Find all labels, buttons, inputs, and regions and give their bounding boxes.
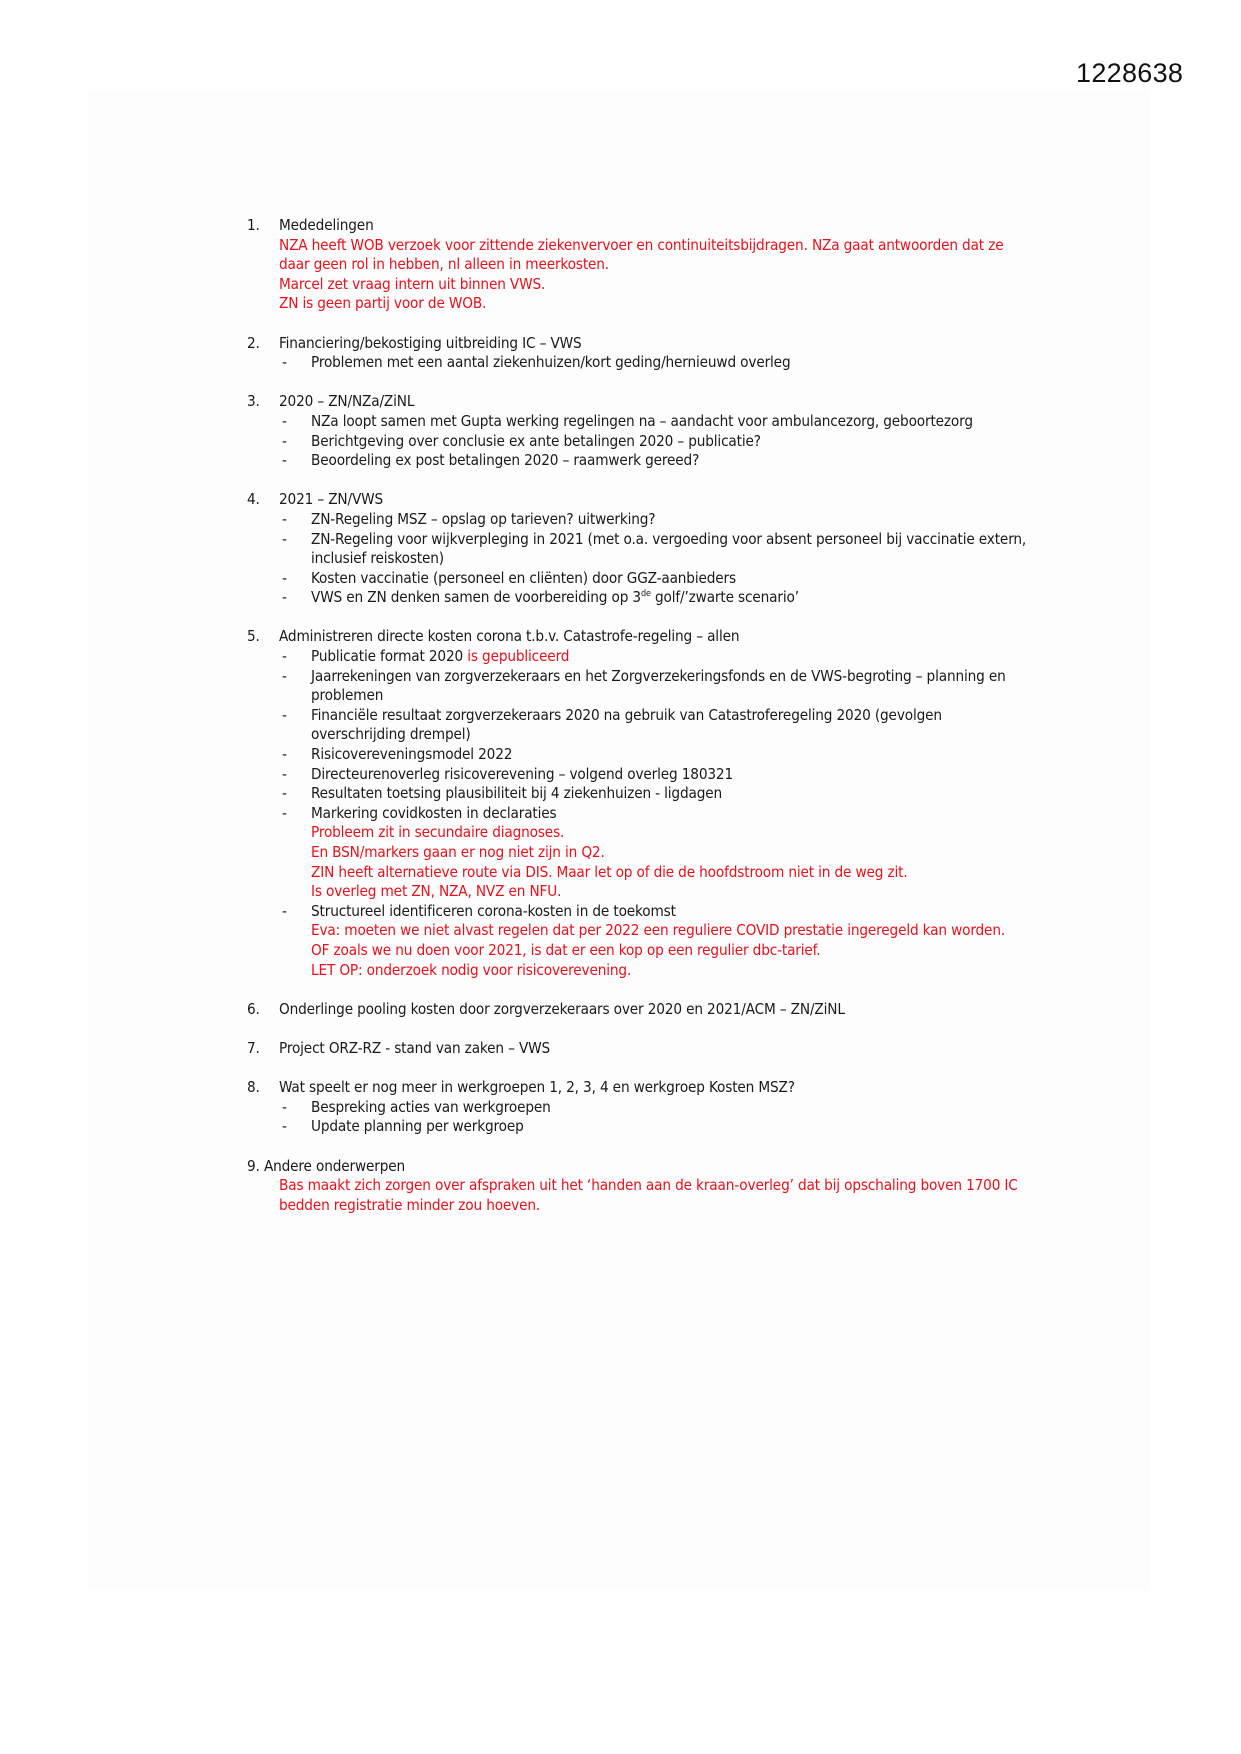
- sub-item-text: Markering covidkosten in declaraties: [311, 803, 557, 822]
- ordinal-superscript: de: [640, 589, 651, 600]
- bullet-dash-icon: -: [282, 647, 287, 666]
- sub-item-text: ZN-Regeling MSZ – opslag op tarieven? uitwerking?: [311, 509, 656, 528]
- sub-item: [279, 667, 1037, 706]
- sub-item-text: Directeurenoverleg risicoverevening – volgend overleg 180321: [311, 764, 733, 783]
- sub-item-text: Bespreking acties van werkgroepen: [311, 1097, 551, 1116]
- annotation-note: LET OP: onderzoek nodig voor risicoverevening.: [311, 960, 632, 979]
- sub-item: [279, 647, 1037, 667]
- bullet-dash-icon: -: [282, 784, 287, 803]
- annotation-note: NZA heeft WOB verzoek voor zittende ziekenvervoer en continuiteitsbijdragen. NZa gaat antwoorden dat ze daar geen rol in hebben, nl alleen in meerkosten.: [279, 235, 1004, 274]
- agenda-item-2: [247, 334, 1037, 373]
- sub-item: [279, 804, 1037, 902]
- sub-item-text: Financiële resultaat zorgverzekeraars 2020 na gebruik van Catastroferegeling 2020 (gevolgen overschrijding drempel): [311, 705, 942, 744]
- agenda-item-5: [247, 627, 1037, 980]
- agenda-number: 8.: [247, 1078, 260, 1097]
- sub-item-text: Jaarrekeningen van zorgverzekeraars en het Zorgverzekeringsfonds en de VWS-begroting – planning en problemen: [311, 666, 1006, 705]
- bullet-dash-icon: -: [282, 451, 287, 470]
- bullet-dash-icon: -: [282, 1117, 287, 1136]
- agenda-title: Mededelingen: [279, 216, 374, 234]
- agenda-item-9: [247, 1157, 1037, 1216]
- annotation-note: ZN is geen partij voor de WOB.: [279, 294, 487, 313]
- agenda-title: 2020 – ZN/NZa/ZiNL: [279, 392, 415, 411]
- sub-item: [279, 706, 1037, 745]
- sub-item: [279, 745, 1037, 765]
- agenda-number: 3.: [247, 392, 260, 411]
- agenda-title: 2021 – ZN/VWS: [279, 490, 384, 509]
- agenda-number: 5.: [247, 627, 260, 646]
- agenda-number: 1.: [247, 216, 260, 234]
- bullet-dash-icon: -: [282, 803, 287, 822]
- bullet-dash-icon: -: [282, 568, 287, 587]
- agenda-number: 4.: [247, 490, 260, 509]
- sub-item-text: Problemen met een aantal ziekenhuizen/kort geding/hernieuwd overleg: [311, 353, 791, 372]
- bullet-dash-icon: -: [282, 666, 287, 685]
- agenda-item-6: [247, 1000, 1037, 1020]
- annotation-note: En BSN/markers gaan er nog niet zijn in Q2.: [311, 843, 605, 861]
- bullet-dash-icon: -: [282, 509, 287, 528]
- annotation-note: Probleem zit in secundaire diagnoses.: [311, 823, 565, 842]
- annotation-note: Bas maakt zich zorgen over afspraken uit het ‘handen aan de kraan-overleg’ dat bij opschaling boven 1700 IC bedden registratie minder zou hoeven.: [279, 1176, 1018, 1214]
- sub-item: [279, 765, 1037, 785]
- sub-item-text: Structureel identificeren corona-kosten in de toekomst: [311, 901, 676, 920]
- sub-item: [279, 451, 1037, 471]
- sub-item-text: VWS en ZN denken samen de voorbereiding op 3: [311, 588, 641, 607]
- agenda-number: 6.: [247, 999, 260, 1018]
- sub-item: [279, 353, 1037, 373]
- agenda-list: [247, 216, 1037, 1235]
- sub-item: [279, 510, 1037, 530]
- bullet-dash-icon: -: [282, 764, 287, 783]
- sub-item-text: Resultaten toetsing plausibiliteit bij 4 ziekenhuizen - ligdagen: [311, 784, 722, 803]
- bullet-dash-icon: -: [282, 529, 287, 548]
- sub-item-text: Update planning per werkgroep: [311, 1117, 524, 1136]
- annotation-note: Is overleg met ZN, NZA, NVZ en NFU.: [311, 882, 562, 901]
- annotation-note: ZIN heeft alternatieve route via DIS. Maar let op of die de hoofdstroom niet in de weg zit.: [311, 862, 908, 881]
- sub-item-text: Kosten vaccinatie (personeel en cliënten) door GGZ-aanbieders: [311, 568, 736, 587]
- agenda-title: Onderlinge pooling kosten door zorgverzekeraars over 2020 en 2021/ACM – ZN/ZiNL: [279, 999, 845, 1018]
- agenda-number: 2.: [247, 333, 260, 352]
- annotation-inline: is gepubliceerd: [467, 647, 570, 666]
- agenda-item-4: [247, 490, 1037, 608]
- agenda-title: Wat speelt er nog meer in werkgroepen 1, 2, 3, 4 en werkgroep Kosten MSZ?: [279, 1078, 795, 1097]
- sub-item-text: Risicovereveningsmodel 2022: [311, 745, 513, 764]
- sub-item-text: Publicatie format 2020: [311, 647, 468, 666]
- agenda-item-7: [247, 1039, 1037, 1059]
- sub-item: [279, 784, 1037, 804]
- bullet-dash-icon: -: [282, 705, 287, 724]
- bullet-dash-icon: -: [282, 901, 287, 920]
- sub-item: [279, 1098, 1037, 1118]
- bullet-dash-icon: -: [282, 745, 287, 764]
- annotation-note: Marcel zet vraag intern uit binnen VWS.: [279, 274, 546, 293]
- bullet-dash-icon: -: [282, 1097, 287, 1116]
- agenda-title: Andere onderwerpen: [263, 1156, 406, 1175]
- sub-item: [279, 588, 1037, 608]
- sub-item-text: Beoordeling ex post betalingen 2020 – raamwerk gereed?: [311, 451, 700, 470]
- bullet-dash-icon: -: [282, 353, 287, 372]
- agenda-title: Financiering/bekostiging uitbreiding IC – VWS: [279, 333, 582, 352]
- annotation-note: OF zoals we nu doen voor 2021, is dat er een kop op een regulier dbc-tarief.: [311, 940, 821, 959]
- bullet-dash-icon: -: [282, 411, 287, 430]
- bullet-dash-icon: -: [282, 588, 287, 607]
- sub-item: [279, 902, 1037, 980]
- sub-item-text: Berichtgeving over conclusie ex ante betalingen 2020 – publicatie?: [311, 431, 761, 450]
- bullet-dash-icon: -: [282, 431, 287, 450]
- agenda-number: 7.: [247, 1038, 260, 1057]
- annotation-note: Eva: moeten we niet alvast regelen dat per 2022 een reguliere COVID prestatie ingeregeld kan worden.: [311, 921, 1006, 940]
- agenda-item-8: [247, 1078, 1037, 1137]
- sub-item: [279, 1117, 1037, 1137]
- agenda-title: Project ORZ-RZ - stand van zaken – VWS: [279, 1038, 551, 1057]
- agenda-number: 9.: [247, 1156, 260, 1175]
- sub-item: [279, 412, 1037, 432]
- agenda-item-3: [247, 392, 1037, 470]
- sub-item: [279, 569, 1037, 589]
- agenda-item-1: [247, 216, 1037, 314]
- document-number: 1228638: [1076, 58, 1184, 88]
- sub-item: [279, 530, 1037, 569]
- sub-item-text: ZN-Regeling voor wijkverpleging in 2021 (met o.a. vergoeding voor absent personeel bij vaccinatie extern, inclusief reiskosten): [311, 529, 1027, 568]
- sub-item: [279, 432, 1037, 452]
- sub-item-text: golf/’zwarte scenario’: [650, 588, 799, 607]
- agenda-title: Administreren directe kosten corona t.b.v. Catastrofe-regeling – allen: [279, 627, 740, 646]
- sub-item-text: NZa loopt samen met Gupta werking regelingen na – aandacht voor ambulancezorg, geboortezorg: [311, 411, 973, 430]
